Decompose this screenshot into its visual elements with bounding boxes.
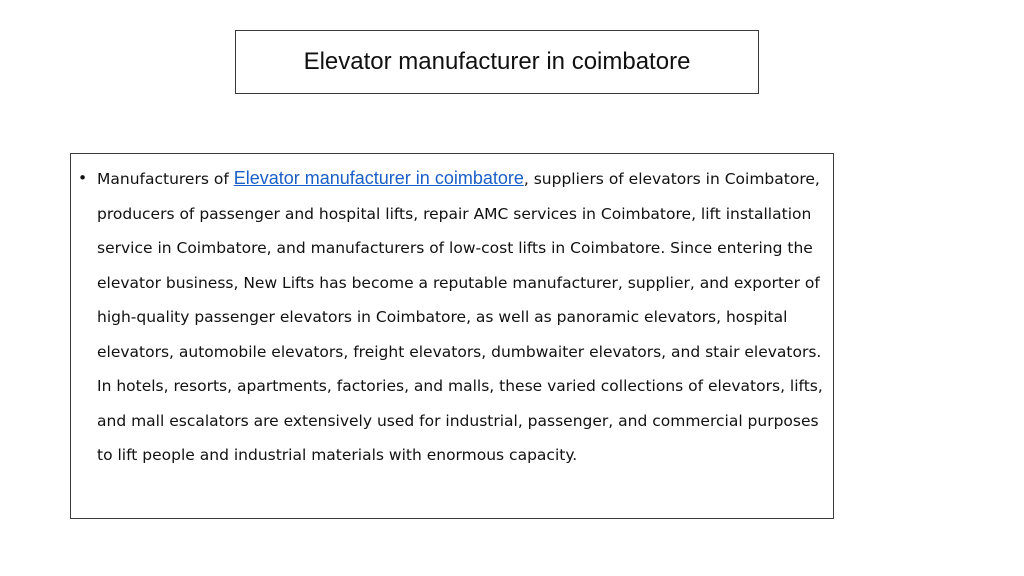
paragraph-intro: Manufacturers of: [97, 170, 234, 188]
bullet-icon: •: [78, 169, 88, 187]
title-box: [235, 30, 759, 94]
content-box: [70, 153, 834, 519]
bullet-paragraph: [78, 161, 832, 473]
elevator-manufacturer-link[interactable]: Elevator manufacturer in coimbatore: [233, 168, 524, 188]
slide-title: Elevator manufacturer in coimbatore: [303, 48, 691, 75]
paragraph-body: , suppliers of elevators in Coimbatore, producers of passenger and hospital lifts, repair AMC services in Coimbatore, lift installation service in Coimbatore, and manufacturers of low-cost lifts in Coimbatore. Since entering the elevator business, New Lifts has become a reputable manufacturer, supplier, and exporter of high-quality passenger elevators in Coimbatore, as well as panoramic elevators, hospital elevators, automobile elevators, freight elevators, dumbwaiter elevators, and stair elevators. In hotels, resorts, apartments, factories, and malls, these varied collections of elevators, lifts, and mall escalators are extensively used for industrial, passenger, and commercial purposes to lift people and industrial materials with enormous capacity.: [97, 170, 823, 464]
